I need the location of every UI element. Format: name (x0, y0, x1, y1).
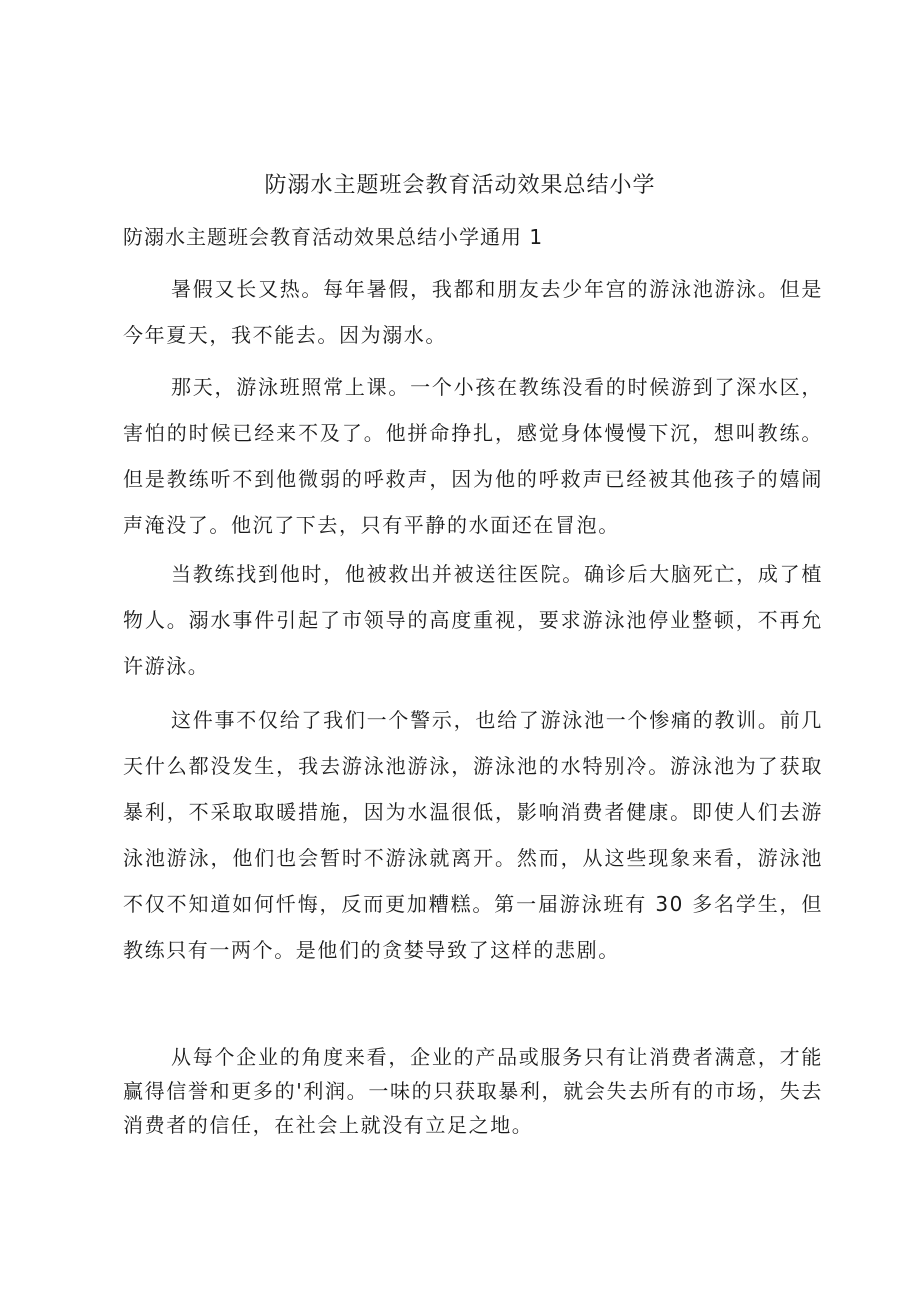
paragraph-1: 暑假又长又热。每年暑假，我都和朋友去少年宫的游泳池游泳。但是今年夏天，我不能去。因为溺水。 (123, 277, 823, 347)
paragraph-4: 这件事不仅给了我们一个警示，也给了游泳池一个惨痛的教训。前几天什么都没发生，我去游泳池游泳，游泳池的水特别冷。游泳池为了获取暴利，不采取取暖措施，因为水温很低，影响消费者健康。即使人们去游泳池游泳，他们也会暂时不游泳就离开。然而，从这些现象来看，游泳池不仅不知道如何忏悔，反而更加糟糕。第一届游泳班有 30 多名学生，但教练只有一两个。是他们的贪婪导致了这样的悲剧。 (123, 708, 823, 962)
paragraph-5: 从每个企业的角度来看，企业的产品或服务只有让消费者满意，才能赢得信誉和更多的'利润。一味的只获取暴利，就会失去所有的市场，失去消费者的信任，在社会上就没有立足之地。 (123, 1045, 823, 1137)
document-title: 防溺水主题班会教育活动效果总结小学 (264, 173, 656, 198)
paragraph-2: 那天，游泳班照常上课。一个小孩在教练没看的时候游到了深水区，害怕的时候已经来不及了。他拼命挣扎，感觉身体慢慢下沉，想叫教练。但是教练听不到他微弱的呼救声，因为他的呼救声已经被其他孩子的嬉闹声淹没了。他沉了下去，只有平静的水面还在冒泡。 (123, 375, 823, 537)
document-subtitle: 防溺水主题班会教育活动效果总结小学通用 1 (123, 225, 544, 249)
paragraph-3: 当教练找到他时，他被救出并被送往医院。确诊后大脑死亡，成了植物人。溺水事件引起了市领导的高度重视，要求游泳池停业整顿，不再允许游泳。 (123, 562, 823, 678)
